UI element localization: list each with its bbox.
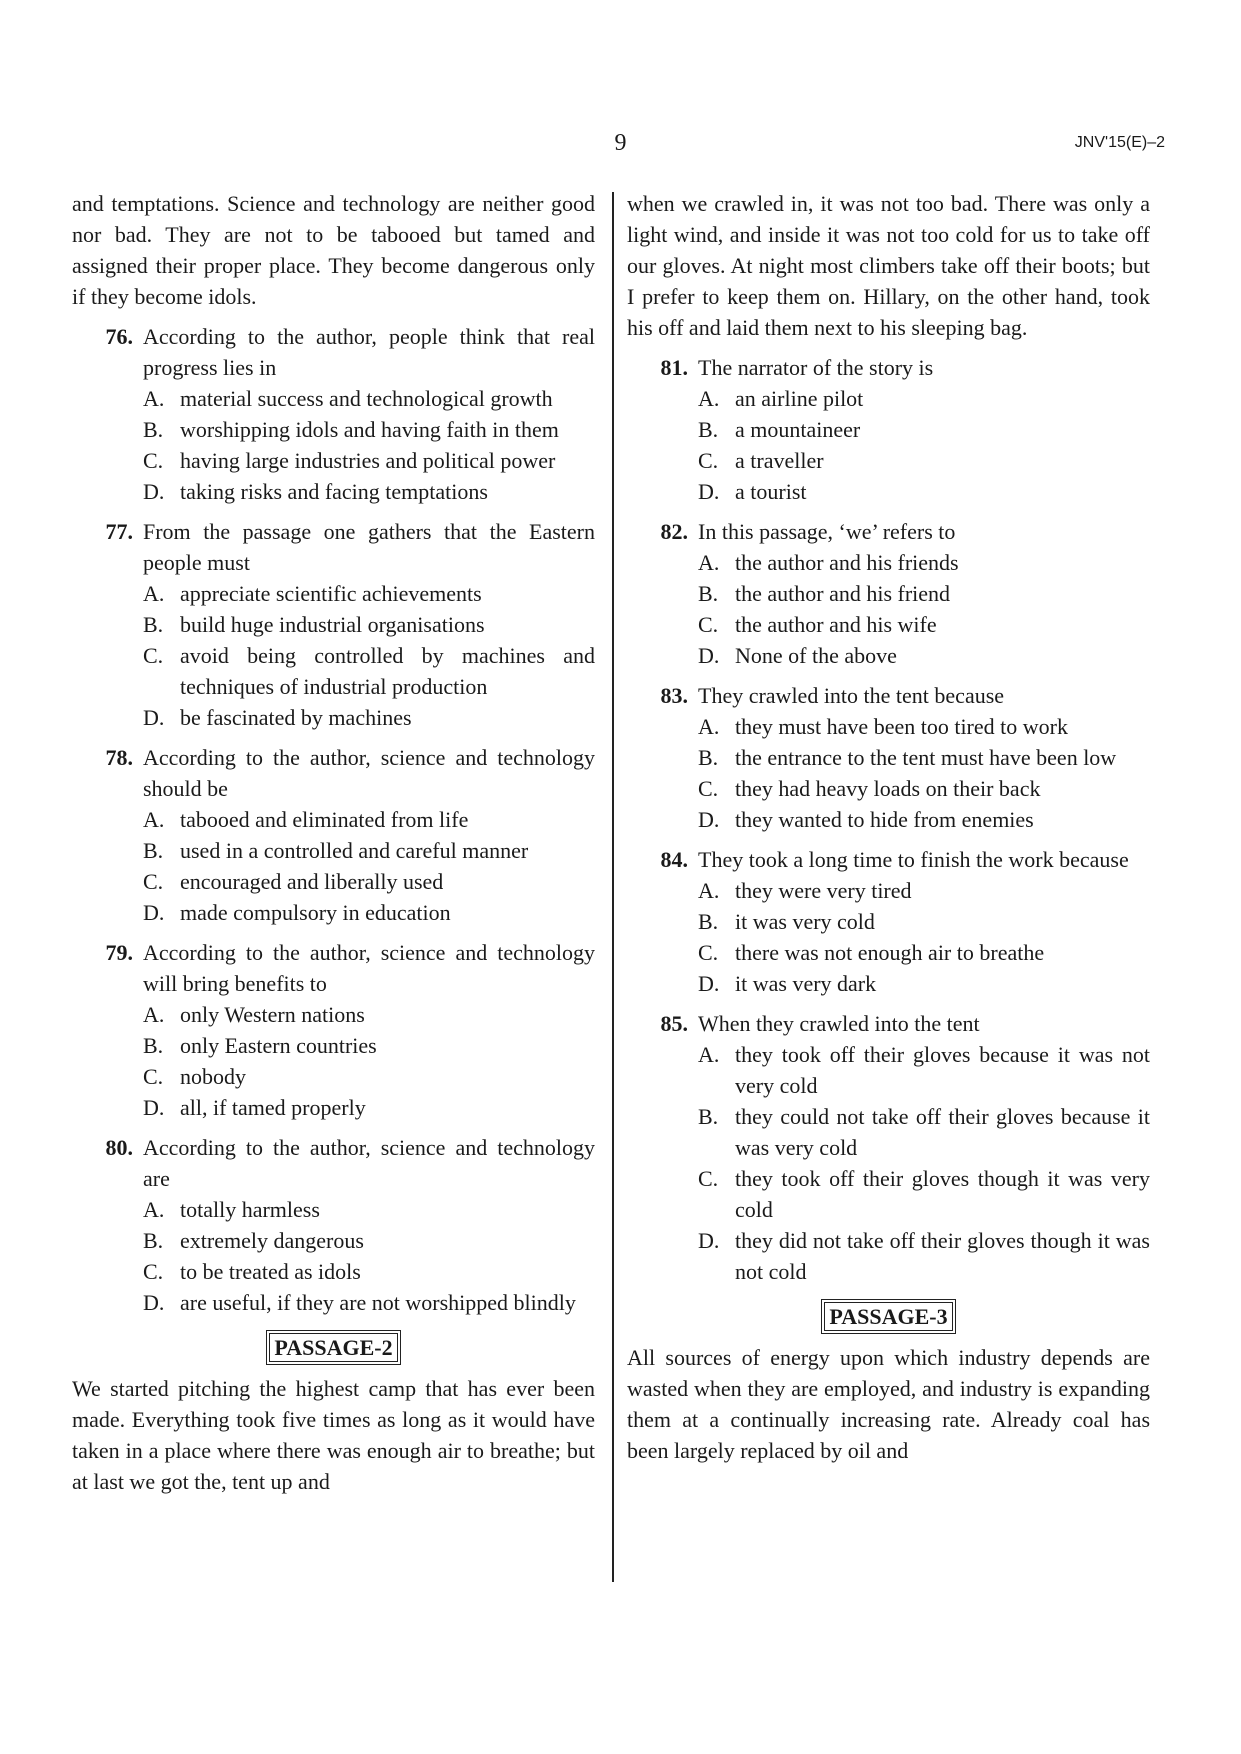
option-text: having large industries and political power [180,448,556,473]
option-text: they wanted to hide from enemies [735,807,1034,832]
question-body [143,516,595,733]
option-text: avoid being controlled by machines and techniques of industrial production [180,643,595,699]
answer-option [698,609,1150,640]
answer-option [698,1039,1150,1101]
question-body [698,1008,1150,1287]
question-number: 76. [105,324,133,349]
answer-option [698,383,1150,414]
question [627,844,1150,999]
option-label: B. [143,612,164,637]
passage-text: All sources of energy upon which industry depends are wasted when they are employed, and industry is expanding them at a continually increasing rate. Already coal has been largely replaced by oil and [627,1345,1150,1463]
option-label: A. [143,1002,165,1027]
answer-option [143,999,595,1030]
question-list [72,321,595,1318]
answer-option [698,1163,1150,1225]
option-text: taking risks and facing temptations [180,479,488,504]
answer-option [698,773,1150,804]
option-text: be fascinated by machines [180,705,412,730]
option-label: C. [698,612,719,637]
question-number: 83. [660,683,688,708]
option-text: encouraged and liberally used [180,869,444,894]
answer-option [143,476,595,507]
option-text: the author and his friend [735,581,951,606]
option-label: D. [143,1290,165,1315]
option-text: to be treated as idols [180,1259,361,1284]
option-label: A. [143,807,165,832]
option-label: C. [698,1166,719,1191]
option-label: C. [698,448,719,473]
option-label: C. [698,776,719,801]
passage-heading [72,1332,595,1363]
option-text: they did not take off their gloves though it was not cold [735,1228,1150,1284]
option-label: D. [143,479,165,504]
answer-option [143,1061,595,1092]
passage-continuation: when we crawled in, it was not too bad. There was only a light wind, and inside it was not too cold for us to take off our gloves. At night most climbers take off their boots; but I prefer to keep them on. Hillary, on the other hand, took his off and laid them next to his sleeping bag. [627,191,1150,340]
option-list [143,804,595,928]
question-body [698,680,1150,835]
question-text: When they crawled into the tent [698,1011,980,1036]
passage-text: We started pitching the highest camp that has ever been made. Everything took five times as long as it would have taken in a place where there was enough air to breathe; but at last we got the, tent up and [72,1376,595,1494]
option-label: D. [143,705,165,730]
option-label: D. [698,971,720,996]
answer-option [143,640,595,702]
answer-option [143,804,595,835]
paper-code: JNV'15(E)–2 [1074,134,1165,151]
option-text: they took off their gloves because it was not very cold [735,1042,1150,1098]
option-list [143,1194,595,1318]
option-label: B. [698,1104,719,1129]
option-text: the entrance to the tent must have been low [735,745,1117,770]
option-list [698,1039,1150,1287]
option-text: they took off their gloves though it was very cold [735,1166,1150,1222]
question [72,516,595,733]
question-list [627,352,1150,1287]
option-label: A. [143,581,165,606]
answer-option [143,835,595,866]
answer-option [698,578,1150,609]
question-text: They crawled into the tent because [698,683,1005,708]
option-label: D. [698,643,720,668]
option-list [698,547,1150,671]
option-text: are useful, if they are not worshipped blindly [180,1290,576,1315]
question-text: According to the author, people think that real progress lies in [143,324,595,380]
option-list [698,383,1150,507]
answer-option [698,906,1150,937]
answer-option [143,578,595,609]
option-text: totally harmless [180,1197,320,1222]
question [72,1132,595,1318]
right-column [627,188,1150,1466]
option-list [143,999,595,1123]
option-label: A. [698,386,720,411]
option-text: only Eastern countries [180,1033,377,1058]
option-text: all, if tamed properly [180,1095,366,1120]
option-text: material success and technological growth [180,386,553,411]
option-label: A. [698,878,720,903]
column-divider [612,192,614,1582]
answer-option [143,1256,595,1287]
option-label: C. [143,1259,164,1284]
question-body [143,937,595,1123]
option-text: appreciate scientific achievements [180,581,482,606]
question-body [698,352,1150,507]
answer-option [143,1092,595,1123]
option-label: C. [143,448,164,473]
answer-option [698,414,1150,445]
option-label: A. [698,714,720,739]
option-label: C. [143,1064,164,1089]
option-label: C. [698,940,719,965]
option-label: D. [698,479,720,504]
passage-continuation: and temptations. Science and technology are neither good nor bad. They are not to be tabooed but tamed and assigned their proper place. They become dangerous only if they become idols. [72,191,595,309]
answer-option [143,445,595,476]
question-number: 79. [105,940,133,965]
answer-option [143,866,595,897]
option-text: only Western nations [180,1002,365,1027]
question-text: They took a long time to finish the work because [698,847,1129,872]
question-text: According to the author, science and technology are [143,1135,595,1191]
option-text: used in a controlled and careful manner [180,838,529,863]
option-text: it was very cold [735,909,875,934]
option-label: B. [143,838,164,863]
option-list [143,383,595,507]
option-text: they had heavy loads on their back [735,776,1041,801]
answer-option [698,476,1150,507]
option-label: B. [698,909,719,934]
left-column [72,188,595,1497]
answer-option [143,383,595,414]
answer-option [698,937,1150,968]
question-text: According to the author, science and technology will bring benefits to [143,940,595,996]
option-text: they must have been too tired to work [735,714,1068,739]
option-label: B. [698,745,719,770]
question-text: According to the author, science and technology should be [143,745,595,801]
answer-option [143,1194,595,1225]
question [627,680,1150,835]
option-label: A. [143,1197,165,1222]
question-body [143,1132,595,1318]
answer-option [698,1225,1150,1287]
option-text: worshipping idols and having faith in them [180,417,559,442]
option-text: there was not enough air to breathe [735,940,1045,965]
question [627,1008,1150,1287]
option-label: B. [143,1033,164,1058]
option-label: D. [143,900,165,925]
passage-title: PASSAGE-2 [269,1333,397,1362]
answer-option [698,804,1150,835]
passage-title: PASSAGE-3 [824,1302,952,1331]
question-number: 81. [660,355,688,380]
option-label: B. [143,417,164,442]
option-label: B. [698,581,719,606]
question [72,742,595,928]
passage-heading [627,1301,1150,1332]
option-list [698,875,1150,999]
question-number: 84. [660,847,688,872]
answer-option [698,1101,1150,1163]
option-label: D. [698,807,720,832]
question-body [698,844,1150,999]
question-text: The narrator of the story is [698,355,934,380]
option-text: a tourist [735,479,807,504]
question-body [143,742,595,928]
option-text: None of the above [735,643,897,668]
option-text: they could not take off their gloves because it was very cold [735,1104,1150,1160]
option-text: it was very dark [735,971,877,996]
answer-option [143,1287,595,1318]
question-number: 78. [105,745,133,770]
option-text: build huge industrial organisations [180,612,485,637]
answer-option [143,702,595,733]
option-text: the author and his friends [735,550,959,575]
question [627,352,1150,507]
answer-option [143,897,595,928]
option-text: extremely dangerous [180,1228,364,1253]
option-label: A. [698,1042,720,1067]
answer-option [143,1030,595,1061]
option-list [698,711,1150,835]
answer-option [698,640,1150,671]
answer-option [143,609,595,640]
option-text: nobody [180,1064,246,1089]
option-label: B. [143,1228,164,1253]
question-text: From the passage one gathers that the Eastern people must [143,519,595,575]
answer-option [143,1225,595,1256]
option-text: a mountaineer [735,417,861,442]
option-text: they were very tired [735,878,912,903]
question-number: 85. [660,1011,688,1036]
option-text: a traveller [735,448,824,473]
answer-option [698,445,1150,476]
option-label: A. [698,550,720,575]
answer-option [698,968,1150,999]
option-label: C. [143,869,164,894]
page-number: 9 [614,130,627,156]
answer-option [698,742,1150,773]
option-text: the author and his wife [735,612,937,637]
question-number: 77. [105,519,133,544]
option-label: C. [143,643,164,668]
question-number: 80. [105,1135,133,1160]
question [72,321,595,507]
answer-option [698,875,1150,906]
question [627,516,1150,671]
option-text: made compulsory in education [180,900,451,925]
answer-option [698,547,1150,578]
question-body [698,516,1150,671]
option-text: an airline pilot [735,386,864,411]
option-label: D. [698,1228,720,1253]
option-label: B. [698,417,719,442]
answer-option [143,414,595,445]
option-label: A. [143,386,165,411]
option-list [143,578,595,733]
question-text: In this passage, ‘we’ refers to [698,519,956,544]
answer-option [698,711,1150,742]
option-text: tabooed and eliminated from life [180,807,469,832]
question [72,937,595,1123]
question-body [143,321,595,507]
question-number: 82. [660,519,688,544]
option-label: D. [143,1095,165,1120]
